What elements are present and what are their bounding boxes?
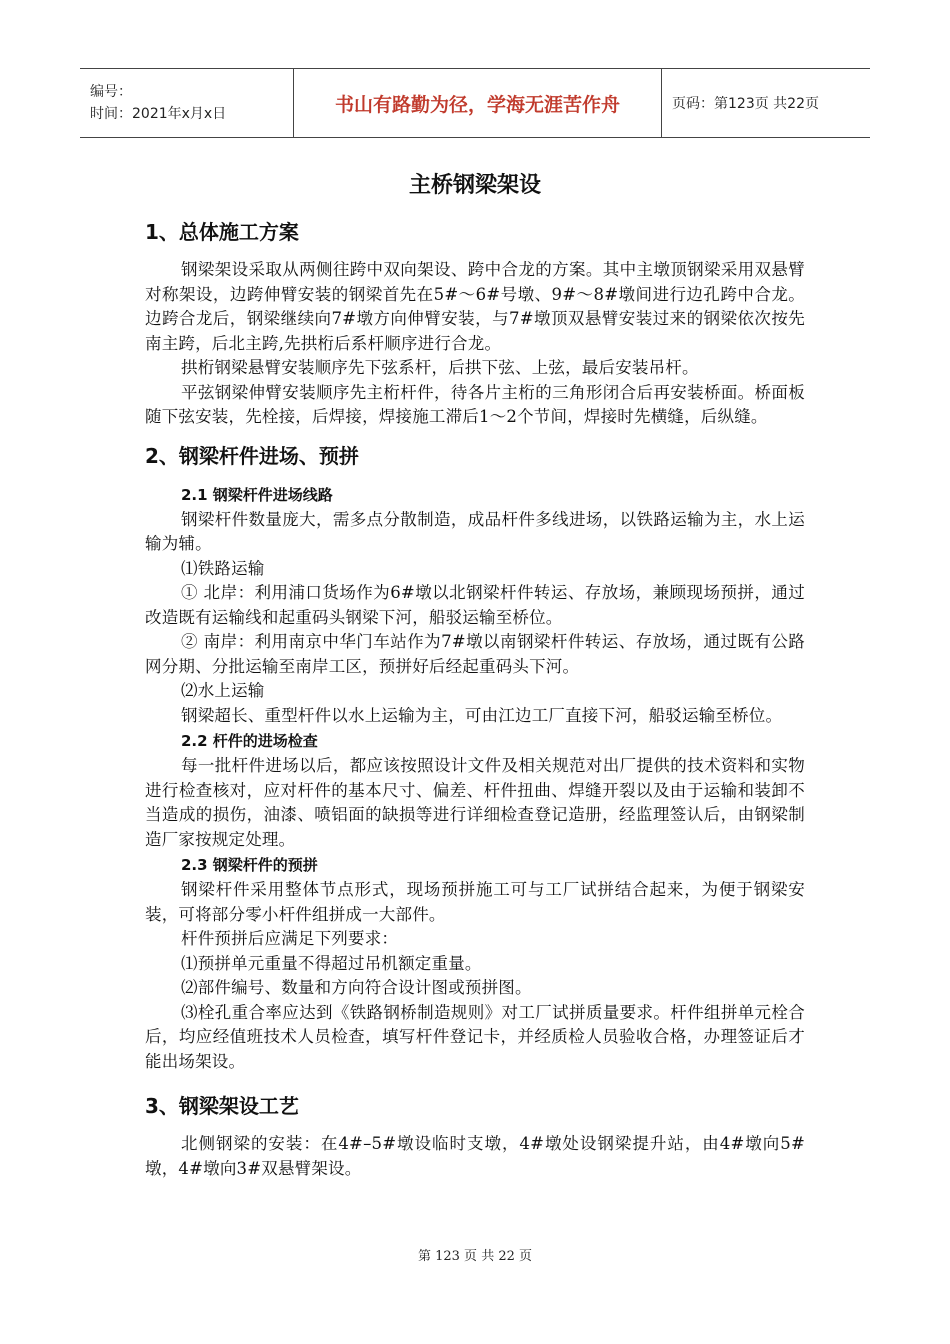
header-page-info: 页码：第123页 共22页 [672, 96, 819, 112]
subsection-2-3-paragraph: ⑵部件编号、数量和方向符合设计图或预拼图。 [181, 978, 532, 997]
header-middle [293, 69, 662, 137]
page-header [80, 68, 870, 138]
subsection-2-3-paragraph: ⑴预拼单元重量不得超过吊机额定重量。 [181, 953, 482, 973]
header-right [662, 69, 870, 137]
page-title: 主桥钢梁架设 [408, 173, 541, 198]
section-1-paragraph: 钢梁架设采取从两侧往跨中双向架设、跨中合龙的方案。其中主墩顶钢梁采用双悬臂对称架设，边跨伸臂安装的钢梁首先在5#～6#号墩、9#～8#墩间进行边孔跨中合龙。边跨合龙后，钢梁继续向7#墩方向伸臂安装，与7#墩顶双悬臂安装过来的钢梁依次按先南主跨，后北主跨,先拱桁后系杆顺序进行合龙。 [145, 260, 805, 353]
document-body [145, 214, 805, 1181]
header-motto: 书山有路勤为径，学海无涯苦作舟 [334, 93, 620, 116]
subsection-2-3-paragraph: 钢梁杆件采用整体节点形式，现场预拼施工可与工厂试拼结合起来，为便于钢梁安装，可将部分零小杆件组拼成一大部件。 [145, 880, 805, 924]
section-2-heading: 2、钢梁杆件进场、预拼 [145, 443, 359, 468]
page-footer: 第 123 页 共 22 页 [417, 1249, 533, 1264]
subsection-2-1-heading: 2.1 钢梁杆件进场线路 [181, 485, 333, 504]
section-1-paragraph: 平弦钢梁伸臂安装顺序先主桁杆件，待各片主桁的三角形闭合后再安装桥面。桥面板随下弦安装，先栓接，后焊接，焊接施工滞后1～2个节间，焊接时先横缝，后纵缝。 [145, 382, 805, 426]
subsection-2-1-paragraph: ② 南岸：利用南京中华门车站作为7#墩以南钢梁杆件转运、存放场，通过既有公路网分期、分批运输至南岸工区，预拼好后经起重码头下河。 [145, 632, 805, 676]
document-number: 编号： [90, 84, 132, 100]
section-3-paragraph: 北侧钢梁的安装：在4#–5#墩设临时支墩，4#墩处设钢梁提升站，由4#墩向5#墩，4#墩向3#双悬臂架设。 [145, 1134, 805, 1178]
subsection-2-1-paragraph: 钢梁超长、重型杆件以水上运输为主，可由江边工厂直接下河，船驳运输至桥位。 [181, 705, 783, 725]
section-1-heading: 1、总体施工方案 [145, 220, 299, 244]
section-3-heading: 3、钢梁架设工艺 [145, 1094, 299, 1118]
subsection-2-2-paragraph: 每一批杆件进场以后，都应该按照设计文件及相关规范对出厂提供的技术资料和实物进行检查核对，应对杆件的基本尺寸、偏差、杆件扭曲、焊缝开裂以及由于运输和装卸不当造成的损伤，油漆、喷铝面的缺损等进行详细检查登记造册，经监理签认后，由钢梁制造厂家按规定处理。 [145, 756, 805, 849]
subsection-2-1-paragraph: ⑴铁路运输 [181, 558, 265, 578]
subsection-2-3-paragraph: ⑶栓孔重合率应达到《铁路钢桥制造规则》对工厂试拼质量要求。杆件组拼单元栓合后，均应经值班技术人员检查，填写杆件登记卡，并经质检人员验收合格，办理签证后才能出场架设。 [145, 1002, 805, 1071]
subsection-2-3-heading: 2.3 钢梁杆件的预拼 [181, 856, 318, 874]
document-time: 时间：2021年x月x日 [90, 106, 227, 122]
subsection-2-1-paragraph: ① 北岸：利用浦口货场作为6#墩以北钢梁杆件转运、存放场，兼顾现场预拼，通过改造既有运输线和起重码头钢梁下河，船驳运输至桥位。 [145, 583, 805, 627]
section-1-paragraph: 拱桁钢梁悬臂安装顺序先下弦系杆，后拱下弦、上弦，最后安装吊杆。 [181, 358, 699, 377]
subsection-2-2-heading: 2.2 杆件的进场检查 [181, 732, 318, 750]
header-left [80, 69, 293, 137]
subsection-2-3-paragraph: 杆件预拼后应满足下列要求： [181, 929, 399, 948]
subsection-2-1-paragraph: 钢梁杆件数量庞大，需多点分散制造，成品杆件多线进场，以铁路运输为主，水上运输为辅。 [145, 509, 805, 553]
subsection-2-1-paragraph: ⑵水上运输 [181, 681, 265, 700]
